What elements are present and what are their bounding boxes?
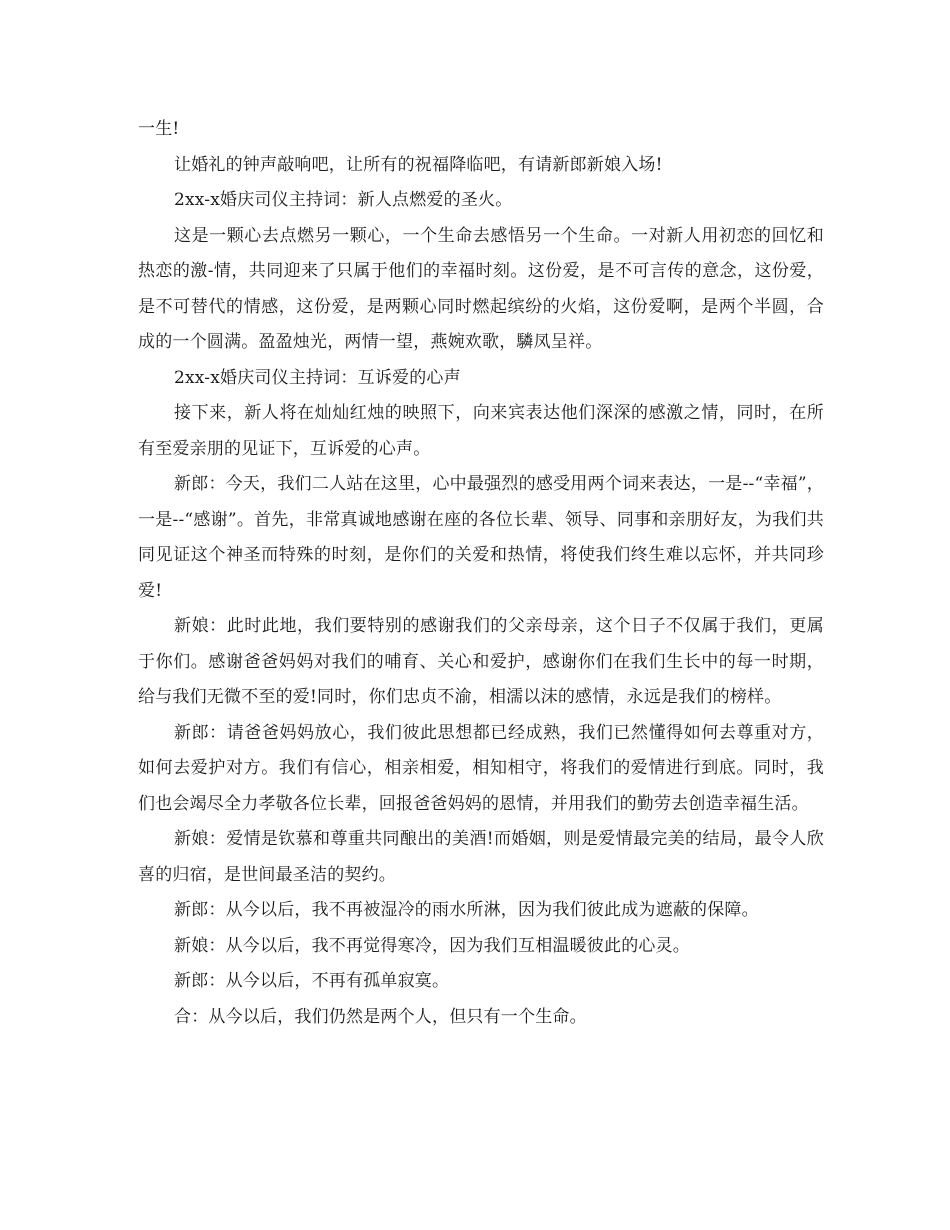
together-speech: 合：从今以后，我们仍然是两个人，但只有一个生命。 bbox=[174, 1006, 587, 1027]
bride-speech-2: 新娘：爱情是钦慕和尊重共同酿出的美酒!而婚姻，则是爱情最完美的结局，最令人欣喜的归宿，是世间最圣洁的契约。 bbox=[138, 829, 824, 885]
paragraph-1: 一生! bbox=[138, 119, 180, 139]
section-heading-vows: 2xx-x婚庆司仪主持词：互诉爱的心声 bbox=[174, 367, 461, 388]
paragraph-4: 这是一颗心去点燃另一颗心，一个生命去感悟另一个生命。一对新人用初恋的回忆和热恋的激-情，共同迎来了只属于他们的幸福时刻。这份爱，是不可言传的意念，这份爱，是不可替代的情感，这份爱，是两颗心同时燃起缤纷的火焰，这份爱啊，是两个半圆，合成的一个圆满。盈盈烛光，两情一望，燕婉欢歌，驎凤呈祥。 bbox=[138, 225, 824, 352]
document-body bbox=[138, 112, 824, 1035]
groom-speech-2: 新郎：请爸爸妈妈放心，我们彼此思想都已经成熟，我们已然懂得如何去尊重对方，如何去爱护对方。我们有信心，相亲相爱，相知相守，将我们的爱情进行到底。同时，我们也会竭尽全力孝敬各位长辈，回报爸爸妈妈的恩情，并用我们的勤劳去创造幸福生活。 bbox=[138, 722, 824, 814]
paragraph-6: 接下来，新人将在灿灿红烛的映照下，向来宾表达他们深深的感激之情，同时，在所有至爱亲朋的见证下，互诉爱的心声。 bbox=[138, 403, 824, 459]
groom-speech-3: 新郎：从今以后，我不再被湿冷的雨水所淋，因为我们彼此成为遮蔽的保障。 bbox=[174, 900, 759, 920]
groom-speech-4: 新郎：从今以后，不再有孤单寂寞。 bbox=[174, 971, 450, 991]
section-heading-sacred-fire: 2xx-x婚庆司仪主持词：新人点燃爱的圣火。 bbox=[174, 190, 513, 210]
bride-speech-3: 新娘：从今以后，我不再觉得寒冷，因为我们互相温暖彼此的心灵。 bbox=[174, 935, 690, 956]
groom-speech-1: 新郎：今天，我们二人站在这里，心中最强烈的感受用两个词来表达，一是--“幸福”，一是--“感谢”。首先，非常真诚地感谢在座的各位长辈、领导、同事和亲朋好友，为我们共同见证这个神圣而特殊的时刻，是你们的关爱和热情，将使我们终生难以忘怀，并共同珍爱! bbox=[138, 474, 824, 601]
paragraph-2: 让婚礼的钟声敲响吧，让所有的祝福降临吧，有请新郎新娘入场! bbox=[174, 154, 663, 175]
bride-speech-1: 新娘：此时此地，我们要特别的感谢我们的父亲母亲，这个日子不仅属于我们，更属于你们。感谢爸爸妈妈对我们的哺育、关心和爱护，感谢你们在我们生长中的每一时期，给与我们无微不至的爱!同时，你们忠贞不渝，相濡以沫的感情，永远是我们的榜样。 bbox=[138, 616, 824, 707]
